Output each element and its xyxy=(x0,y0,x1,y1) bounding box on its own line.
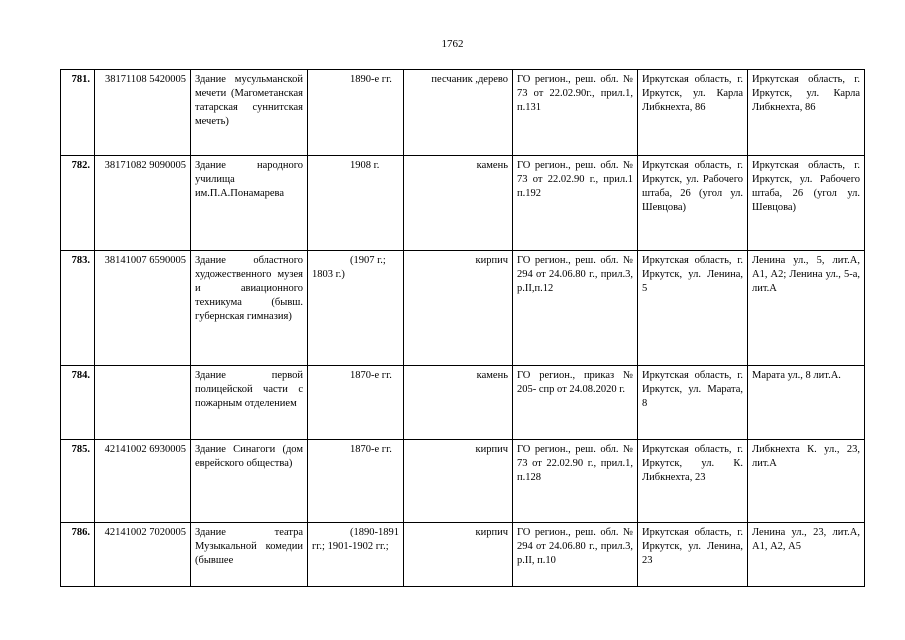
material: песчаник ,дерево xyxy=(404,70,513,156)
material: кирпич xyxy=(404,251,513,366)
table-row xyxy=(61,440,865,523)
protection-document: ГО регион., реш. обл. № 294 от 24.06.80 г., прил.3, р.II,п.12 xyxy=(513,251,638,366)
address-alt: Иркутская область, г. Иркутск, ул. Рабочего штаба, 26 (угол ул. Шевцова) xyxy=(748,156,865,251)
address-alt: Ленина ул., 5, лит.А, А1, А2; Ленина ул., 5-а, лит.А xyxy=(748,251,865,366)
table-row xyxy=(61,156,865,251)
construction-date: (1890-1891 гг.; 1901-1902 гг.; xyxy=(308,523,404,587)
table-row xyxy=(61,523,865,587)
protection-document: ГО регион., реш. обл. № 73 от 22.02.90 г., прил.1, п.128 xyxy=(513,440,638,523)
registry-code: 42141002 7020005 xyxy=(95,523,191,587)
row-number: 782. xyxy=(61,156,95,251)
address: Иркутская область, г. Иркутск, ул. К. Либкнехта, 23 xyxy=(638,440,748,523)
material: кирпич xyxy=(404,523,513,587)
object-name: Здание Синагоги (дом еврейского общества) xyxy=(191,440,308,523)
address-alt: Марата ул., 8 лит.А. xyxy=(748,366,865,440)
row-number: 783. xyxy=(61,251,95,366)
registry-code: 38171108 5420005 xyxy=(95,70,191,156)
construction-date: 1890-е гг. xyxy=(308,70,404,156)
protection-document: ГО регион., реш. обл. № 294 от 24.06.80 г., прил.3, р.II, п.10 xyxy=(513,523,638,587)
registry-code xyxy=(95,366,191,440)
row-number: 785. xyxy=(61,440,95,523)
row-number: 781. xyxy=(61,70,95,156)
row-number: 786. xyxy=(61,523,95,587)
address: Иркутская область, г. Иркутск, ул. Ленина, 23 xyxy=(638,523,748,587)
object-name: Здание областного художественного музея и авиационного техникума (бывш. губернская гимназия) xyxy=(191,251,308,366)
protection-document: ГО регион., приказ № 205- спр от 24.08.2020 г. xyxy=(513,366,638,440)
page-number: 1762 xyxy=(441,38,464,50)
address: Иркутская область, г. Иркутск, ул. Марата, 8 xyxy=(638,366,748,440)
address-alt: Ленина ул., 23, лит.А, А1, А2, А5 xyxy=(748,523,865,587)
construction-date: 1908 г. xyxy=(308,156,404,251)
row-number: 784. xyxy=(61,366,95,440)
material: камень xyxy=(404,366,513,440)
object-name: Здание первой полицейской части с пожарным отделением xyxy=(191,366,308,440)
registry-table xyxy=(60,69,865,587)
object-name: Здание народного училища им.П.А.Понамарева xyxy=(191,156,308,251)
object-name: Здание мусульманской мечети (Магометанская татарская суннитская мечеть) xyxy=(191,70,308,156)
construction-date: 1870-е гг. xyxy=(308,440,404,523)
address: Иркутская область, г. Иркутск, ул. Рабочего штаба, 26 (угол ул. Шевцова) xyxy=(638,156,748,251)
construction-date: 1870-е гг. xyxy=(308,366,404,440)
registry-code: 38141007 6590005 xyxy=(95,251,191,366)
table-row xyxy=(61,366,865,440)
registry-code: 38171082 9090005 xyxy=(95,156,191,251)
construction-date: (1907 г.; 1803 г.) xyxy=(308,251,404,366)
registry-code: 42141002 6930005 xyxy=(95,440,191,523)
material: кирпич xyxy=(404,440,513,523)
protection-document: ГО регион., реш. обл. № 73 от 22.02.90г., прил.1, п.131 xyxy=(513,70,638,156)
table-row xyxy=(61,251,865,366)
table-row xyxy=(61,70,865,156)
address-alt: Иркутская область, г. Иркутск, ул. Карла Либкнехта, 86 xyxy=(748,70,865,156)
address: Иркутская область, г. Иркутск, ул. Карла Либкнехта, 86 xyxy=(638,70,748,156)
address-alt: Либкнехта К. ул., 23, лит.А xyxy=(748,440,865,523)
protection-document: ГО регион., реш. обл. № 73 от 22.02.90 г., прил.1 п.192 xyxy=(513,156,638,251)
object-name: Здание театра Музыкальной комедии (бывшее xyxy=(191,523,308,587)
address: Иркутская область, г. Иркутск, ул. Ленина, 5 xyxy=(638,251,748,366)
material: камень xyxy=(404,156,513,251)
